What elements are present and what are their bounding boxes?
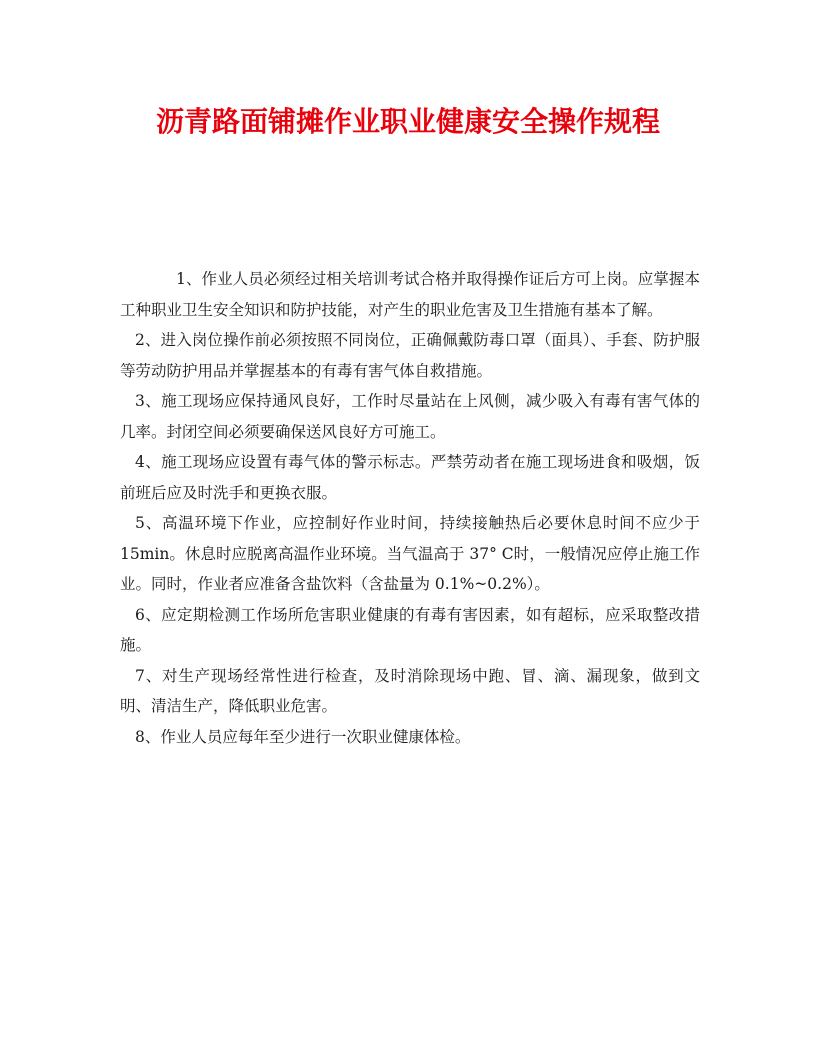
paragraph-5: 5、高温环境下作业，应控制好作业时间，持续接触热后必要休息时间不应少于15min。休息时应脱离高温作业环境。当气温高于 37° C时，一般情况应停止施工作业。同时，作业者应准备含盐饮料（含盐量为 0.1%~0.2%）。 <box>120 514 700 593</box>
paragraph-3: 3、施工现场应保持通风良好，工作时尽量站在上风侧，减少吸入有毒有害气体的几率。封闭空间必须要确保送风良好方可施工。 <box>120 392 700 441</box>
document-title: 沥青路面铺摊作业职业健康安全操作规程 <box>155 105 660 138</box>
paragraph-1: 1、作业人员必须经过相关培训考试合格并取得操作证后方可上岗。应掌握本工种职业卫生安全知识和防护技能，对产生的职业危害及卫生措施有基本了解。 <box>120 270 700 319</box>
document-body <box>120 264 700 752</box>
paragraph-6: 6、应定期检测工作场所危害职业健康的有毒有害因素，如有超标，应采取整改措施。 <box>120 605 700 654</box>
paragraph-8: 8、作业人员应每年至少进行一次职业健康体检。 <box>135 727 471 746</box>
paragraph-7: 7、对生产现场经常性进行检查，及时消除现场中跑、冒、滴、漏现象，做到文明、清洁生产，降低职业危害。 <box>120 666 700 715</box>
paragraph-2: 2、进入岗位操作前必须按照不同岗位，正确佩戴防毒口罩（面具）、手套、防护服等劳动防护用品并掌握基本的有毒有害气体自救措施。 <box>120 331 700 380</box>
paragraph-4: 4、施工现场应设置有毒气体的警示标志。严禁劳动者在施工现场进食和吸烟，饭前班后应及时洗手和更换衣服。 <box>120 453 700 502</box>
